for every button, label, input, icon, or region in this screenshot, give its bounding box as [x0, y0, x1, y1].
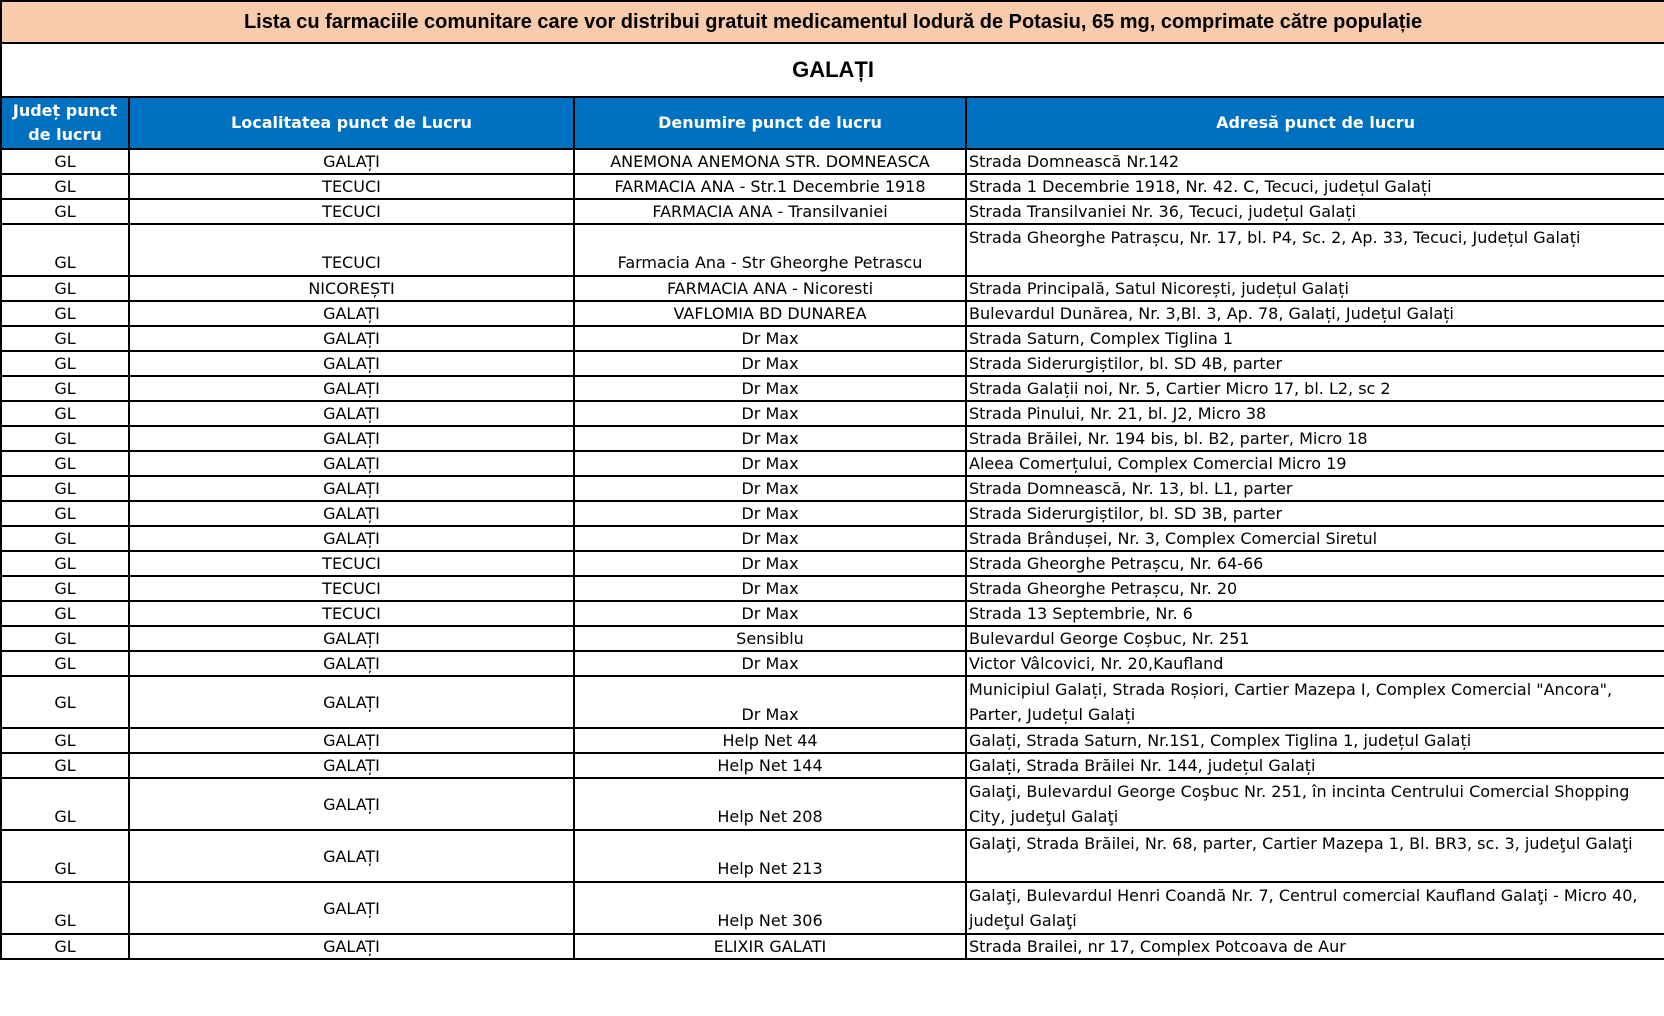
cell-judet: GL	[1, 651, 129, 676]
cell-adresa: Galaţi, Bulevardul George Coşbuc Nr. 251, în incinta Centrului Comercial Shopping City, judeţul Galaţi	[966, 778, 1664, 830]
table-row	[1, 626, 1664, 651]
cell-localitate: GALAȚI	[129, 476, 574, 501]
cell-adresa: Strada Gheorghe Patrașcu, Nr. 17, bl. P4, Sc. 2, Ap. 33, Tecuci, Județul Galați	[966, 224, 1664, 276]
table-row	[1, 301, 1664, 326]
table-row	[1, 451, 1664, 476]
cell-judet: GL	[1, 882, 129, 934]
cell-localitate: GALAȚI	[129, 934, 574, 959]
cell-localitate: GALAȚI	[129, 401, 574, 426]
cell-adresa: Strada Brăilei, Nr. 194 bis, bl. B2, parter, Micro 18	[966, 426, 1664, 451]
cell-denumire: Dr Max	[574, 501, 966, 526]
table-row	[1, 830, 1664, 882]
cell-denumire: ANEMONA ANEMONA STR. DOMNEASCA	[574, 149, 966, 174]
table-row	[1, 601, 1664, 626]
cell-adresa: Galaţi, Bulevardul Henri Coandă Nr. 7, Centrul comercial Kaufland Galaţi - Micro 40, judeţul Galaţi	[966, 882, 1664, 934]
cell-adresa: Strada Domnească, Nr. 13, bl. L1, parter	[966, 476, 1664, 501]
cell-adresa: Aleea Comerțului, Complex Comercial Micro 19	[966, 451, 1664, 476]
cell-localitate: GALAȚI	[129, 651, 574, 676]
cell-denumire: Help Net 306	[574, 882, 966, 934]
cell-judet: GL	[1, 301, 129, 326]
col-header-denumire: Denumire punct de lucru	[574, 97, 966, 149]
cell-localitate: TECUCI	[129, 199, 574, 224]
cell-denumire: Dr Max	[574, 451, 966, 476]
cell-localitate: TECUCI	[129, 174, 574, 199]
county-heading: GALAȚI	[1, 43, 1664, 97]
cell-localitate: GALAȚI	[129, 149, 574, 174]
cell-adresa: Strada Transilvaniei Nr. 36, Tecuci, județul Galați	[966, 199, 1664, 224]
cell-localitate: GALAȚI	[129, 753, 574, 778]
table-row	[1, 276, 1664, 301]
cell-denumire: Dr Max	[574, 551, 966, 576]
cell-denumire: ELIXIR GALATI	[574, 934, 966, 959]
cell-judet: GL	[1, 476, 129, 501]
cell-adresa: Strada Siderurgiștilor, bl. SD 4B, parter	[966, 351, 1664, 376]
table-row	[1, 224, 1664, 276]
cell-denumire: Dr Max	[574, 601, 966, 626]
cell-adresa: Municipiul Galați, Strada Roșiori, Cartier Mazepa I, Complex Comercial "Ancora", Parter, Județul Galați	[966, 676, 1664, 728]
cell-adresa: Strada Pinului, Nr. 21, bl. J2, Micro 38	[966, 401, 1664, 426]
cell-adresa: Strada 13 Septembrie, Nr. 6	[966, 601, 1664, 626]
cell-localitate: GALAȚI	[129, 778, 574, 830]
cell-localitate: TECUCI	[129, 601, 574, 626]
cell-adresa: Strada Galații noi, Nr. 5, Cartier Micro 17, bl. L2, sc 2	[966, 376, 1664, 401]
cell-judet: GL	[1, 451, 129, 476]
cell-localitate: GALAȚI	[129, 526, 574, 551]
cell-localitate: TECUCI	[129, 224, 574, 276]
cell-denumire: Dr Max	[574, 476, 966, 501]
cell-denumire: Help Net 208	[574, 778, 966, 830]
cell-localitate: GALAȚI	[129, 626, 574, 651]
cell-judet: GL	[1, 326, 129, 351]
cell-denumire: Dr Max	[574, 526, 966, 551]
cell-denumire: VAFLOMIA BD DUNAREA	[574, 301, 966, 326]
cell-judet: GL	[1, 224, 129, 276]
cell-localitate: GALAȚI	[129, 728, 574, 753]
table-row	[1, 778, 1664, 830]
cell-localitate: NICOREȘTI	[129, 276, 574, 301]
cell-localitate: GALAȚI	[129, 830, 574, 882]
cell-judet: GL	[1, 626, 129, 651]
table-row	[1, 728, 1664, 753]
cell-adresa: Strada Brândușei, Nr. 3, Complex Comercial Siretul	[966, 526, 1664, 551]
cell-judet: GL	[1, 576, 129, 601]
table-row	[1, 501, 1664, 526]
cell-judet: GL	[1, 728, 129, 753]
table-row	[1, 551, 1664, 576]
table-row	[1, 326, 1664, 351]
col-header-adresa: Adresă punct de lucru	[966, 97, 1664, 149]
table-row	[1, 174, 1664, 199]
table-row	[1, 676, 1664, 728]
cell-judet: GL	[1, 676, 129, 728]
cell-adresa: Strada Saturn, Complex Tiglina 1	[966, 326, 1664, 351]
cell-adresa: Strada Domnească Nr.142	[966, 149, 1664, 174]
cell-judet: GL	[1, 753, 129, 778]
cell-localitate: GALAȚI	[129, 301, 574, 326]
col-header-localitate: Localitatea punct de Lucru	[129, 97, 574, 149]
cell-localitate: GALAȚI	[129, 326, 574, 351]
cell-denumire: Help Net 213	[574, 830, 966, 882]
table-row	[1, 376, 1664, 401]
cell-denumire: Dr Max	[574, 576, 966, 601]
cell-localitate: GALAȚI	[129, 882, 574, 934]
cell-judet: GL	[1, 551, 129, 576]
cell-adresa: Galați, Strada Brăilei Nr. 144, județul Galați	[966, 753, 1664, 778]
cell-denumire: Help Net 144	[574, 753, 966, 778]
cell-judet: GL	[1, 501, 129, 526]
cell-adresa: Galaţi, Strada Brăilei, Nr. 68, parter, Cartier Mazepa 1, Bl. BR3, sc. 3, judeţul Galaţi	[966, 830, 1664, 882]
cell-judet: GL	[1, 601, 129, 626]
table-row	[1, 476, 1664, 501]
cell-adresa: Galați, Strada Saturn, Nr.1S1, Complex Tiglina 1, județul Galați	[966, 728, 1664, 753]
table-row	[1, 426, 1664, 451]
cell-judet: GL	[1, 401, 129, 426]
table-row	[1, 576, 1664, 601]
cell-denumire: FARMACIA ANA - Nicoresti	[574, 276, 966, 301]
cell-adresa: Strada Gheorghe Petrașcu, Nr. 64-66	[966, 551, 1664, 576]
cell-judet: GL	[1, 830, 129, 882]
cell-localitate: GALAȚI	[129, 376, 574, 401]
table-row	[1, 401, 1664, 426]
cell-adresa: Strada Siderurgiștilor, bl. SD 3B, parter	[966, 501, 1664, 526]
column-header-row	[1, 97, 1664, 149]
cell-judet: GL	[1, 276, 129, 301]
cell-denumire: Help Net 44	[574, 728, 966, 753]
table-body	[1, 149, 1664, 959]
cell-adresa: Strada Principală, Satul Nicorești, județul Galați	[966, 276, 1664, 301]
document-title: Lista cu farmaciile comunitare care vor distribui gratuit medicamentul Iodură de Potasiu, 65 mg, comprimate către populație	[1, 1, 1664, 43]
cell-denumire: FARMACIA ANA - Str.1 Decembrie 1918	[574, 174, 966, 199]
cell-denumire: Dr Max	[574, 676, 966, 728]
cell-judet: GL	[1, 526, 129, 551]
county-row	[1, 43, 1664, 97]
table-row	[1, 753, 1664, 778]
cell-judet: GL	[1, 174, 129, 199]
cell-adresa: Strada 1 Decembrie 1918, Nr. 42. C, Tecuci, județul Galați	[966, 174, 1664, 199]
cell-denumire: Dr Max	[574, 651, 966, 676]
table-row	[1, 934, 1664, 959]
cell-denumire: Sensiblu	[574, 626, 966, 651]
cell-localitate: GALAȚI	[129, 676, 574, 728]
cell-denumire: FARMACIA ANA - Transilvaniei	[574, 199, 966, 224]
cell-judet: GL	[1, 934, 129, 959]
cell-denumire: Dr Max	[574, 376, 966, 401]
table-row	[1, 526, 1664, 551]
cell-judet: GL	[1, 778, 129, 830]
cell-localitate: GALAȚI	[129, 451, 574, 476]
table-row	[1, 199, 1664, 224]
table-row	[1, 882, 1664, 934]
cell-judet: GL	[1, 199, 129, 224]
cell-denumire: Farmacia Ana - Str Gheorghe Petrascu	[574, 224, 966, 276]
cell-adresa: Strada Gheorghe Petrașcu, Nr. 20	[966, 576, 1664, 601]
cell-localitate: TECUCI	[129, 551, 574, 576]
cell-adresa: Victor Vâlcovici, Nr. 20,Kaufland	[966, 651, 1664, 676]
col-header-judet: Județ punct de lucru	[1, 97, 129, 149]
cell-localitate: GALAȚI	[129, 426, 574, 451]
cell-localitate: GALAȚI	[129, 351, 574, 376]
cell-judet: GL	[1, 351, 129, 376]
cell-localitate: TECUCI	[129, 576, 574, 601]
table-row	[1, 149, 1664, 174]
cell-adresa: Bulevardul Dunărea, Nr. 3,Bl. 3, Ap. 78, Galați, Județul Galați	[966, 301, 1664, 326]
cell-denumire: Dr Max	[574, 426, 966, 451]
table-row	[1, 651, 1664, 676]
cell-adresa: Strada Brailei, nr 17, Complex Potcoava de Aur	[966, 934, 1664, 959]
table-row	[1, 351, 1664, 376]
cell-adresa: Bulevardul George Coșbuc, Nr. 251	[966, 626, 1664, 651]
cell-denumire: Dr Max	[574, 326, 966, 351]
cell-localitate: GALAȚI	[129, 501, 574, 526]
cell-judet: GL	[1, 376, 129, 401]
cell-denumire: Dr Max	[574, 401, 966, 426]
cell-judet: GL	[1, 426, 129, 451]
title-row	[1, 1, 1664, 43]
cell-denumire: Dr Max	[574, 351, 966, 376]
cell-judet: GL	[1, 149, 129, 174]
